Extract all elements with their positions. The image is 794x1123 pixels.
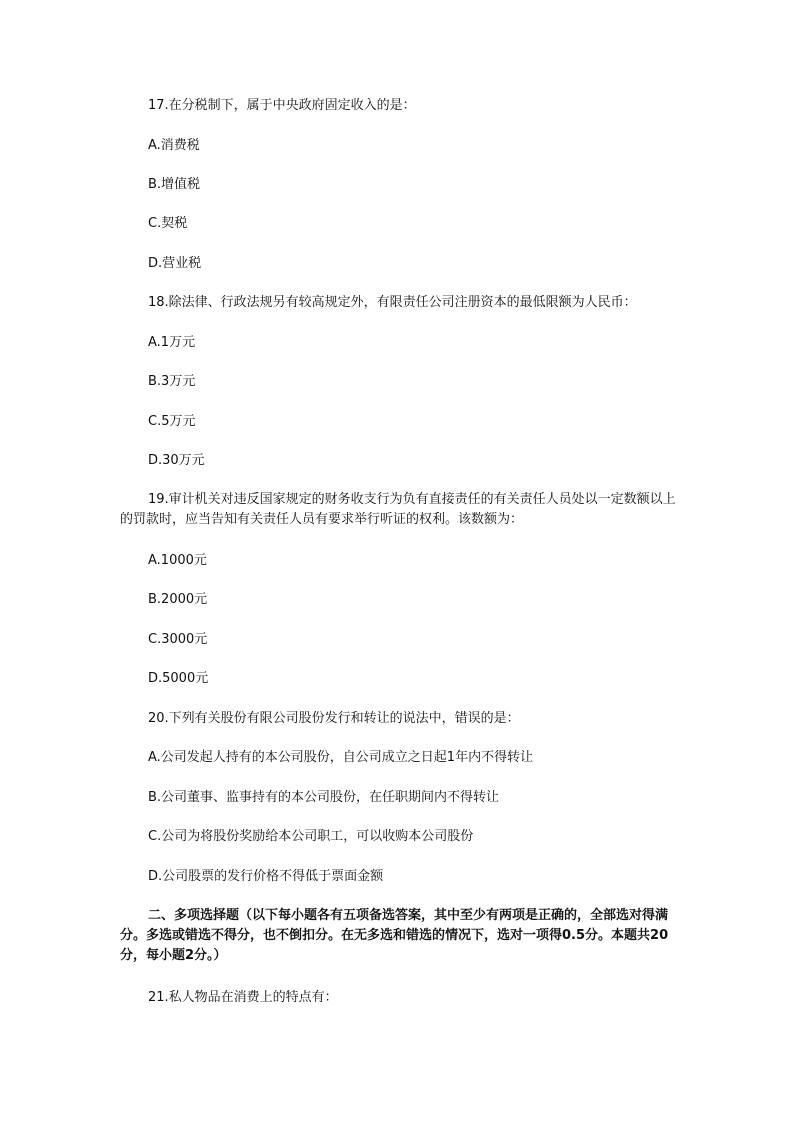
question-18-option-a: A.1万元 bbox=[148, 335, 196, 350]
question-17-option-b: B.增值税 bbox=[148, 177, 201, 192]
question-20-option-a: A.公司发起人持有的本公司股份，自公司成立之日起1年内不得转让 bbox=[148, 750, 534, 765]
question-18-stem: 18.除法律、行政法规另有较高规定外，有限责任公司注册资本的最低限额为人民币： bbox=[148, 295, 637, 310]
question-19-option-d: D.5000元 bbox=[148, 671, 209, 686]
question-17-stem: 17.在分税制下，属于中央政府固定收入的是： bbox=[148, 98, 416, 113]
question-18-option-d: D.30万元 bbox=[148, 453, 205, 468]
question-17-option-a: A.消费税 bbox=[148, 138, 200, 153]
question-19-option-a: A.1000元 bbox=[148, 553, 207, 568]
question-20-stem: 20.下列有关股份有限公司股份发行和转让的说法中，错误的是： bbox=[148, 711, 520, 726]
question-20-option-d: D.公司股票的发行价格不得低于票面金额 bbox=[148, 869, 384, 884]
question-18-option-c: C.5万元 bbox=[148, 414, 196, 429]
section-heading-text: 二、多项选择题（以下每小题各有五项备选答案，其中至少有两项是正确的，全部选对得满分。多选或错选不得分，也不倒扣分。在无多选和错选的情况下，选对一项得0.5分。本题共20分，每小题2分。） bbox=[120, 908, 669, 963]
section-heading bbox=[120, 906, 680, 966]
question-18-option-b: B.3万元 bbox=[148, 374, 196, 389]
question-19-stem-text: 19.审计机关对违反国家规定的财务收支行为负有直接责任的有关责任人员处以一定数额以上的罚款时，应当告知有关责任人员有要求举行听证的权利。该数额为： bbox=[120, 492, 676, 527]
question-19-stem bbox=[120, 490, 680, 530]
question-19-option-b: B.2000元 bbox=[148, 592, 208, 607]
question-21-stem: 21.私人物品在消费上的特点有： bbox=[148, 990, 338, 1005]
question-17-option-c: C.契税 bbox=[148, 216, 188, 231]
question-19-option-c: C.3000元 bbox=[148, 632, 208, 647]
question-20-option-b: B.公司董事、监事持有的本公司股份，在任职期间内不得转让 bbox=[148, 790, 500, 805]
question-20-option-c: C.公司为将股份奖励给本公司职工，可以收购本公司股份 bbox=[148, 829, 474, 844]
question-17-option-d: D.营业税 bbox=[148, 256, 202, 271]
